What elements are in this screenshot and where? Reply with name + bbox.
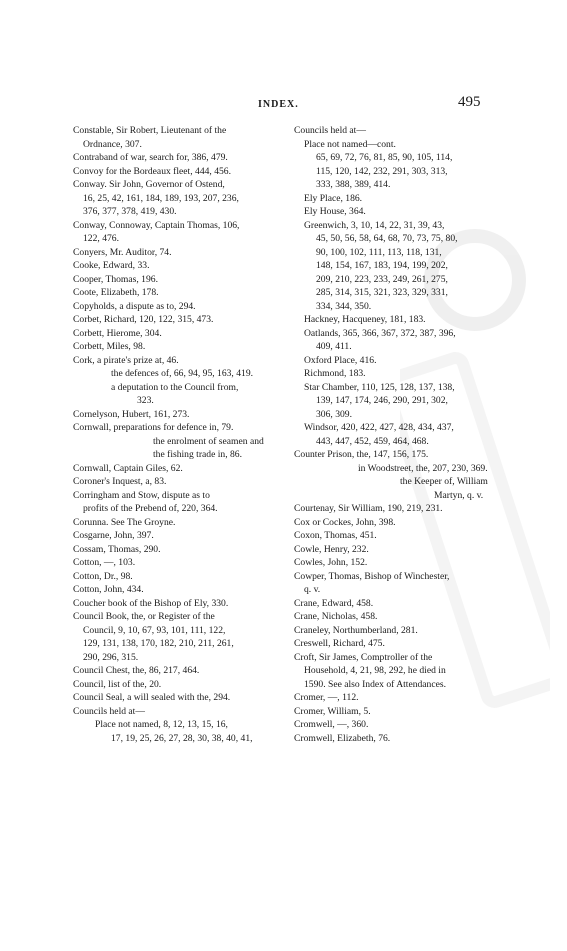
index-entry-line: Corringham and Stow, dispute as to — [73, 489, 210, 501]
index-entry-line: Councils held at— — [294, 125, 366, 136]
index-entry-line: Counter Prison, the, 147, 156, 175. — [294, 449, 429, 460]
index-entry-line: 443, 447, 452, 459, 464, 468. — [316, 435, 429, 447]
index-entry-line: Ordnance, 307. — [83, 138, 142, 150]
index-entry-line: Contraband of war, search for, 386, 479. — [73, 152, 228, 163]
index-entry-line: Richmond, 183. — [304, 368, 366, 379]
index-entry-line: 65, 69, 72, 76, 81, 85, 90, 105, 114, — [316, 152, 453, 163]
index-entry-line: Ely Place, 186. — [304, 192, 363, 204]
index-entry-line: 129, 131, 138, 170, 182, 210, 211, 261, — [83, 638, 234, 649]
index-entry-line: Greenwich, 3, 10, 14, 22, 31, 39, 43, — [304, 219, 445, 231]
index-entry-line: Cox or Cockes, John, 398. — [294, 516, 396, 528]
page-title: INDEX. — [258, 99, 299, 110]
index-entry-line: Martyn, q. v. — [434, 489, 484, 501]
index-entry-line: Cowper, Thomas, Bishop of Winchester, — [294, 570, 450, 582]
index-entry-line: Cowles, John, 152. — [294, 557, 368, 568]
index-entry-line: Cornwall, Captain Giles, 62. — [73, 462, 183, 474]
index-entry-line: 409, 411. — [316, 341, 352, 352]
index-entry-line: Cotton, —, 103. — [73, 557, 136, 568]
index-entry-line: the defences of, 66, 94, 95, 163, 419. — [111, 368, 254, 379]
index-entry-line: the Keeper of, William — [400, 476, 488, 487]
index-entry-line: 306, 309. — [316, 408, 352, 420]
index-entry-line: the fishing trade in, 86. — [153, 449, 242, 460]
index-column-left — [73, 124, 298, 745]
index-entry-line: Convoy for the Bordeaux fleet, 444, 456. — [73, 165, 231, 177]
index-entry-line: Craneley, Northumberland, 281. — [294, 624, 418, 636]
index-entry-line: 290, 296, 315. — [83, 651, 139, 663]
index-entry-line: Cossam, Thomas, 290. — [73, 543, 161, 555]
index-entry-line: Council, 9, 10, 67, 93, 101, 111, 122, — [83, 624, 226, 636]
index-entry-line: Cooke, Edward, 33. — [73, 260, 150, 271]
index-entry-line: Coxon, Thomas, 451. — [294, 530, 377, 541]
index-entry-line: Cooper, Thomas, 196. — [73, 273, 158, 285]
index-entry-line: Council Chest, the, 86, 217, 464. — [73, 665, 200, 676]
index-entry-line: 148, 154, 167, 183, 194, 199, 202, — [316, 260, 448, 271]
index-entry-line: Windsor, 420, 422, 427, 428, 434, 437, — [304, 422, 454, 433]
index-entry-line: Hackney, Hacqueney, 181, 183. — [304, 314, 426, 325]
index-entry-line: Crane, Edward, 458. — [294, 597, 374, 609]
page-number: 495 — [458, 94, 481, 110]
index-entry-line: Conway. Sir John, Governor of Ostend, — [73, 179, 225, 190]
index-entry-line: Place not named—cont. — [304, 138, 396, 150]
index-entry-line: Cowle, Henry, 232. — [294, 543, 369, 555]
index-entry-line: Oatlands, 365, 366, 367, 372, 387, 396, — [304, 327, 456, 339]
index-entry-line: Courtenay, Sir William, 190, 219, 231. — [294, 503, 443, 514]
index-entry-line: Councils held at— — [73, 705, 145, 717]
index-entry-line: 1590. See also Index of Attendances. — [304, 678, 447, 690]
index-entry-line: 115, 120, 142, 232, 291, 303, 313, — [316, 165, 448, 177]
index-entry-line: q. v. — [304, 584, 321, 595]
index-entry-line: the enrolment of seamen and — [153, 435, 264, 447]
index-entry-line: Cosgarne, John, 397. — [73, 530, 154, 541]
index-entry-line: Cork, a pirate's prize at, 46. — [73, 354, 179, 366]
index-entry-line: 285, 314, 315, 321, 323, 329, 331, — [316, 287, 448, 298]
index-entry-line: 45, 50, 56, 58, 64, 68, 70, 73, 75, 80, — [316, 233, 458, 244]
index-entry-line: Copyholds, a dispute as to, 294. — [73, 300, 196, 312]
index-entry-line: 323. — [137, 395, 154, 406]
index-entry-line: 16, 25, 42, 161, 184, 189, 193, 207, 236, — [83, 192, 239, 204]
index-entry-line: Coote, Elizabeth, 178. — [73, 287, 159, 298]
index-entry-line: Corbett, Miles, 98. — [73, 341, 146, 352]
index-entry-line: 333, 388, 389, 414. — [316, 179, 391, 190]
index-entry-line: 334, 344, 350. — [316, 300, 372, 312]
index-entry-line: 139, 147, 174, 246, 290, 291, 302, — [316, 395, 448, 406]
index-entry-line: Council, list of the, 20. — [73, 678, 162, 690]
index-entry-line: 209, 210, 223, 233, 249, 261, 275, — [316, 273, 448, 285]
page-header — [0, 96, 567, 112]
index-entry-line: 376, 377, 378, 419, 430. — [83, 206, 177, 217]
index-entry-line: Corbet, Richard, 120, 122, 315, 473. — [73, 314, 214, 325]
index-entry-line: Constable, Sir Robert, Lieutenant of the — [73, 125, 227, 136]
index-entry-line: profits of the Prebend of, 220, 364. — [83, 503, 218, 514]
index-entry-line: Household, 4, 21, 98, 292, he died in — [304, 665, 446, 676]
index-entry-line: Oxford Place, 416. — [304, 354, 377, 366]
index-entry-line: Cromwell, Elizabeth, 76. — [294, 732, 391, 744]
index-entry-line: Conyers, Mr. Auditor, 74. — [73, 246, 172, 258]
index-entry-line: in Woodstreet, the, 207, 230, 369. — [358, 462, 488, 474]
index-entry-line: Cotton, Dr., 98. — [73, 570, 133, 582]
index-entry-line: Cromer, —, 112. — [294, 692, 359, 703]
index-entry-line: Place not named, 8, 12, 13, 15, 16, — [95, 719, 228, 730]
index-entry-line: Croft, Sir James, Comptroller of the — [294, 651, 433, 663]
index-entry-line: Coroner's Inquest, a, 83. — [73, 476, 167, 487]
index-entry-line: Cromer, William, 5. — [294, 705, 371, 717]
index-entry-line: Corunna. See The Groyne. — [73, 516, 176, 528]
index-entry-line: 17, 19, 25, 26, 27, 28, 30, 38, 40, 41, — [111, 732, 253, 744]
index-entry-line: Conway, Connoway, Captain Thomas, 106, — [73, 219, 240, 231]
index-entry-line: Star Chamber, 110, 125, 128, 137, 138, — [304, 381, 455, 393]
index-entry-line: a deputation to the Council from, — [111, 381, 239, 393]
index-entry-line: Ely House, 364. — [304, 206, 366, 217]
index-entry-line: Cotton, John, 434. — [73, 584, 144, 595]
index-entry-line: 90, 100, 102, 111, 113, 118, 131, — [316, 246, 442, 258]
index-entry-line: Creswell, Richard, 475. — [294, 638, 385, 649]
index-entry-line: 122, 476. — [83, 233, 119, 244]
index-entry-line: Council Book, the, or Register of the — [73, 611, 215, 622]
index-entry-line: Crane, Nicholas, 458. — [294, 611, 378, 622]
index-entry-line: Coucher book of the Bishop of Ely, 330. — [73, 597, 229, 609]
index-entry-line: Cornwall, preparations for defence in, 79. — [73, 422, 234, 433]
index-column-right — [294, 124, 529, 745]
index-entry-line: Cromwell, —, 360. — [294, 719, 369, 730]
index-entry-line: Corbett, Hierome, 304. — [73, 327, 162, 339]
index-entry-line: Council Seal, a will sealed with the, 294. — [73, 692, 231, 703]
index-entry-line: Cornelyson, Hubert, 161, 273. — [73, 408, 190, 420]
